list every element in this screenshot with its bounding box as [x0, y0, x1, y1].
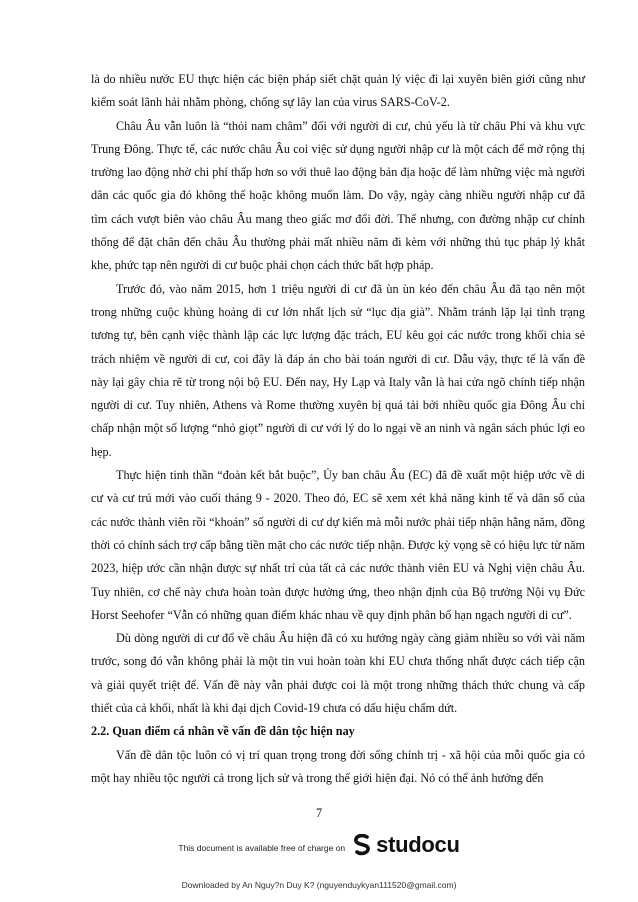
- paragraph-1: là do nhiều nước EU thực hiện các biện pháp siết chặt quản lý việc đi lại xuyên biên giới cũng như kiểm soát lãnh hải nhằm phòng, chống sự lây lan của virus SARS-CoV-2.: [91, 72, 585, 110]
- paragraph-6: Vấn đề dân tộc luôn có vị trí quan trọng trong đời sống chính trị - xã hội của mỗi quốc gia có một hay nhiều tộc người cả trong lịch sử và trong thế giới hiện đại. Nó có thể ảnh hưởng đến: [91, 747, 585, 785]
- download-note: Downloaded by An Nguy?n Duy K? (nguyenduykyan111520@gmail.com): [181, 880, 457, 890]
- paragraph-4: Thực hiện tinh thần “đoàn kết bắt buộc”, Ủy ban châu Âu (EC) đã đề xuất một hiệp ước về di cư và cư trú mới vào cuối tháng 9 - 2020. Theo đó, EC sẽ xem xét khả năng kinh tế và dân số của các nước thành viên rồi “khoán” số người di cư dự kiến mà mỗi nước phải tiếp nhận hằng năm, đồng thời có chính sách trợ cấp bằng tiền mặt cho các nước tiếp nhận. Được kỳ vọng sẽ có hiệu lực từ năm 2023, hiệp ước cần nhận được sự nhất trí của tất cả các nước thành viên EU và Nghị viện châu Âu. Tuy nhiên, cơ chế này chưa hoàn toàn được hưởng ứng, theo nhận định của Bộ trưởng Nội vụ Đức Horst Seehofer “Vẫn có những quan điểm khác nhau về quy định phân bổ hạn ngạch người di cư”.: [91, 468, 585, 622]
- studocu-logo-icon: [353, 834, 373, 856]
- paragraph-5: Dù dòng người di cư đổ về châu Âu hiện đã có xu hướng ngày càng giảm nhiều so với vài năm trước, song đó vẫn không phải là một tin vui hoàn toàn khi EU chưa thống nhất được cách tiếp cận và giải quyết triệt để. Vấn đề này vẫn phải được coi là một trong những thách thức chung và cấp thiết của cả khối, nhất là khi đại dịch Covid-19 chưa có dấu hiệu chấm dứt.: [91, 631, 585, 716]
- footer-banner[interactable]: [0, 830, 638, 860]
- section-heading: 2.2. Quan điểm cá nhân về vấn đề dân tộc hiện nay: [91, 724, 355, 739]
- studocu-wordmark: studocu: [376, 832, 460, 857]
- paragraph-3: Trước đó, vào năm 2015, hơn 1 triệu người di cư đã ùn ùn kéo đến châu Âu đã tạo nên một trong những cuộc khủng hoảng di cư lớn nhất lịch sử “lục địa già”. Nhằm tránh lặp lại tình trạng tương tự, bên cạnh việc thành lập các lực lượng đặc trách, EU kêu gọi các nước trong khối chia sẻ trách nhiệm về người di cư, coi đây là đáp án cho bài toán người di cư. Dẫu vậy, thực tế là vấn đề này lại gây chia rẽ từ trong nội bộ EU. Đến nay, Hy Lạp và Italy vẫn là hai cửa ngõ chính tiếp nhận người di cư. Tuy nhiên, Athens và Rome thường xuyên bị quá tải bởi nhiều quốc gia Đông Âu chỉ chấp nhận một số lượng “nhỏ giọt” người di cư với lý do lo ngại về an ninh và ngân sách phúc lợi eo hẹp.: [91, 281, 585, 459]
- paragraph-2: Châu Âu vẫn luôn là “thỏi nam châm” đối với người di cư, chủ yếu là từ châu Phi và khu vực Trung Đông. Thực tế, các nước châu Âu coi việc sử dụng người nhập cư là một cách để mở rộng thị trường lao động nhờ chi phí thấp hơn so với thuê lao động bản địa hoặc để làm những việc mà người dân các quốc gia đó không thể hoặc không muốn làm. Do vậy, ngày càng nhiều người nhập cư đã tìm cách vượt biên vào châu Âu mang theo giấc mơ đổi đời. Thế nhưng, con đường nhập cư chính thống để đặt chân đến châu Âu thường phải mất nhiều năm đi kèm với những thủ tục pháp lý khắt khe, phức tạp nên người di cư buộc phải chọn cách thức bất hợp pháp.: [91, 118, 585, 273]
- studocu-logo[interactable]: [353, 832, 459, 858]
- page-number: 7: [315, 806, 323, 820]
- document-body: [91, 68, 585, 790]
- footer-note: This document is available free of charge on: [178, 843, 346, 853]
